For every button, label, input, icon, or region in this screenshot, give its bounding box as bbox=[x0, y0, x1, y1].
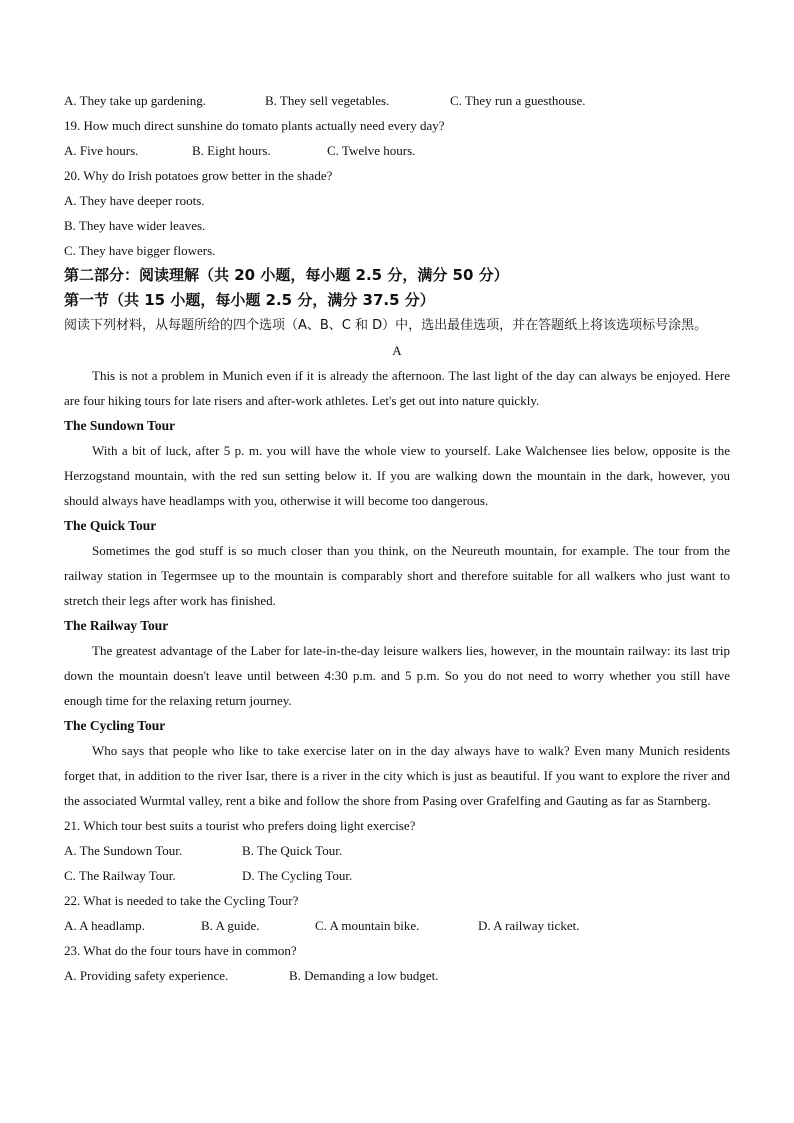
q22-option-d[interactable]: D. A railway ticket. bbox=[478, 918, 580, 933]
exam-page bbox=[64, 88, 730, 988]
q21-option-c[interactable]: C. The Railway Tour. bbox=[64, 868, 176, 883]
tour-text-railway: The greatest advantage of the Laber for late-in-the-day leisure walkers lies, however, in the mountain railway: its last trip down the mountain doesn't leave until between 4:30 p.m. and 5 p.m. So you do not need to worry whether you still have enough time for the relaxing return journey. bbox=[64, 643, 730, 708]
instructions: 阅读下列材料，从每题所给的四个选项（A、B、C 和 D）中，选出最佳选项，并在答题纸上将该选项标号涂黑。 bbox=[64, 318, 708, 333]
q22-stem: 22. What is needed to take the Cycling Tour? bbox=[64, 893, 299, 908]
passage-intro: This is not a problem in Munich even if it is already the afternoon. The last light of the day can always be enjoyed. Here are four hiking tours for late risers and after-work athletes. Let's get out into nature quickly. bbox=[64, 368, 730, 408]
q23-option-a[interactable]: A. Providing safety experience. bbox=[64, 968, 229, 983]
q20-option-a[interactable]: A. They have deeper roots. bbox=[64, 193, 205, 208]
q18-option-b[interactable]: B. They sell vegetables. bbox=[265, 93, 390, 108]
tour-title-quick: The Quick Tour bbox=[64, 518, 157, 533]
q19-option-c[interactable]: C. Twelve hours. bbox=[327, 143, 416, 158]
section-heading: 第二部分：阅读理解（共 20 小题，每小题 2.5 分，满分 50 分） bbox=[64, 266, 509, 284]
q19-option-b[interactable]: B. Eight hours. bbox=[192, 143, 271, 158]
q23-option-b[interactable]: B. Demanding a low budget. bbox=[289, 968, 439, 983]
tour-title-sundown: The Sundown Tour bbox=[64, 418, 176, 433]
tour-text-quick: Sometimes the god stuff is so much closer than you think, on the Neureuth mountain, for example. The tour from the railway station in Tegermsee up to the mountain is comparably short and therefore suitable for all walkers who just want to stretch their legs after work has finished. bbox=[64, 543, 730, 608]
q22-option-c[interactable]: C. A mountain bike. bbox=[315, 918, 420, 933]
q21-option-d[interactable]: D. The Cycling Tour. bbox=[242, 868, 353, 883]
q19-option-a[interactable]: A. Five hours. bbox=[64, 143, 139, 158]
q20-stem: 20. Why do Irish potatoes grow better in the shade? bbox=[64, 168, 333, 183]
q21-option-b[interactable]: B. The Quick Tour. bbox=[242, 843, 343, 858]
q23-options bbox=[64, 963, 730, 988]
q18-option-a[interactable]: A. They take up gardening. bbox=[64, 93, 206, 108]
tour-text-sundown: With a bit of luck, after 5 p. m. you will have the whole view to yourself. Lake Walchensee lies below, opposite is the Herzogstand mountain, with the red sun setting below it. If you are walking down the mountain in the dark, however, you should always have headlamps with you, otherwise it will become too dangerous. bbox=[64, 443, 730, 508]
q23-stem: 23. What do the four tours have in common? bbox=[64, 943, 297, 958]
q19-options bbox=[64, 138, 730, 163]
q22-option-a[interactable]: A. A headlamp. bbox=[64, 918, 145, 933]
q21-options-row1 bbox=[64, 838, 730, 863]
q18-options bbox=[64, 88, 730, 113]
q20-option-c[interactable]: C. They have bigger flowers. bbox=[64, 243, 216, 258]
q21-options-row2 bbox=[64, 863, 730, 888]
q22-option-b[interactable]: B. A guide. bbox=[201, 918, 260, 933]
passage-label: A bbox=[392, 343, 402, 358]
tour-title-railway: The Railway Tour bbox=[64, 618, 169, 633]
subsection-heading: 第一节（共 15 小题，每小题 2.5 分，满分 37.5 分） bbox=[64, 291, 435, 309]
tour-text-cycling: Who says that people who like to take exercise later on in the day always have to walk? Even many Munich residents forget that, in addition to the river Isar, there is a river in the city which is just as beautiful. If you want to explore the river and the associated Wurmtal valley, rent a bike and follow the shore from Pasing over Grafelfing and Gauting as far as Starnberg. bbox=[64, 743, 730, 808]
q21-option-a[interactable]: A. The Sundown Tour. bbox=[64, 843, 183, 858]
q20-option-b[interactable]: B. They have wider leaves. bbox=[64, 218, 206, 233]
q19-stem: 19. How much direct sunshine do tomato plants actually need every day? bbox=[64, 118, 445, 133]
q18-option-c[interactable]: C. They run a guesthouse. bbox=[450, 93, 586, 108]
q21-stem: 21. Which tour best suits a tourist who prefers doing light exercise? bbox=[64, 818, 416, 833]
q22-options bbox=[64, 913, 730, 938]
tour-title-cycling: The Cycling Tour bbox=[64, 718, 166, 733]
